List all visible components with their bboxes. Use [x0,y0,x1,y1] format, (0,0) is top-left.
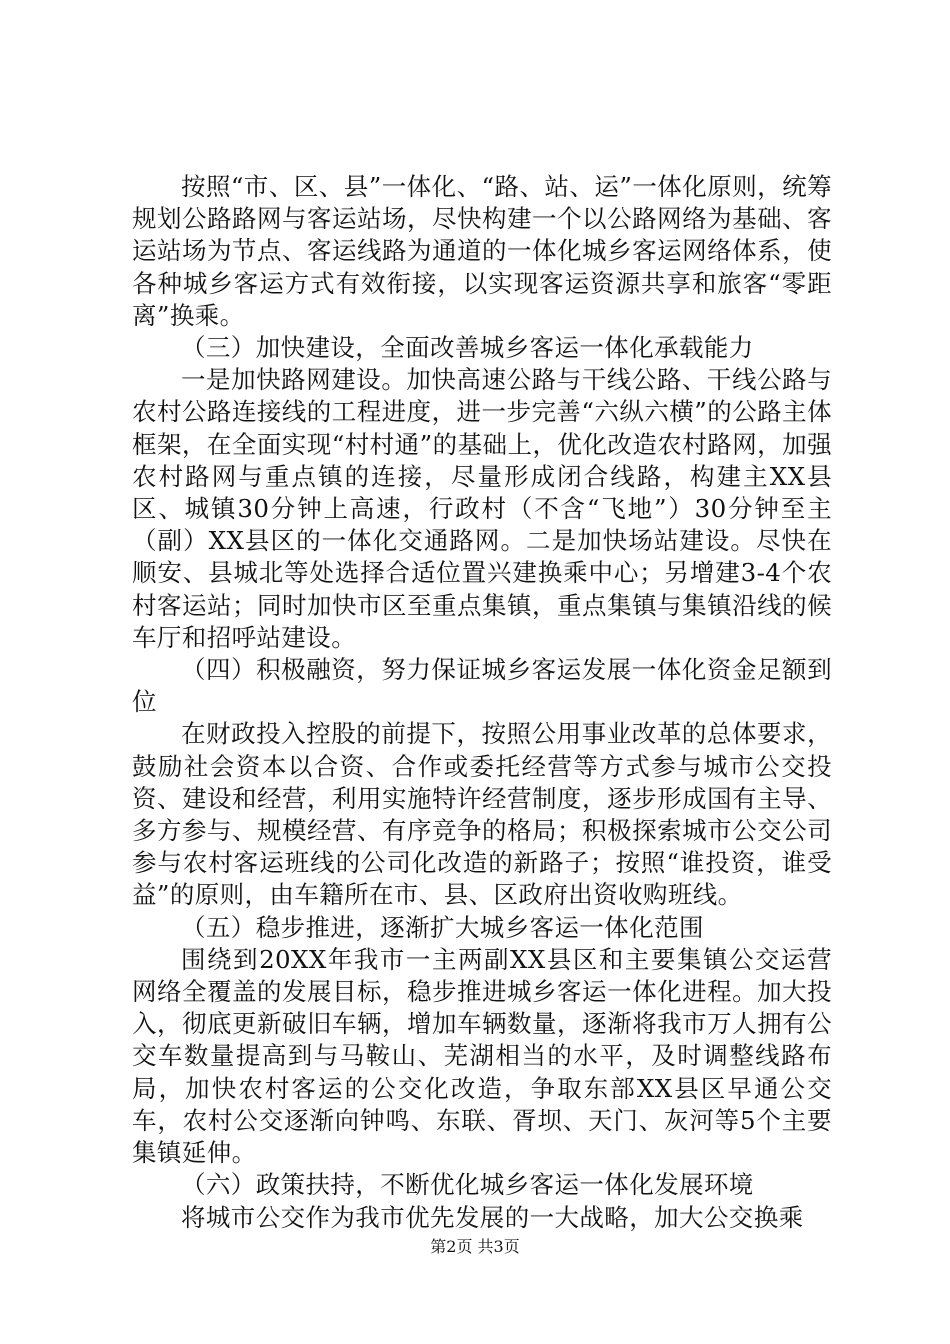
section-heading-3: （三）加快建设，全面改善城乡客运一体化承载能力 [181,333,754,363]
paragraph-road-and-station-construction: 一是加快路网建设。加快高速公路与干线公路、干线公路与农村公路连接线的工程进度，进一步完善“六纵六横”的公路主体框架，在全面实现“村村通”的基础上，优化改造农村路网，加强农村路网与重点镇的连接，尽量形成闭合线路，构建主XX县区、城镇30分钟上高速，行政村（不含“飞地”）30分钟至主（副）XX县区的一体化交通路网。二是加快场站建设。尽快在顺安、县城北等处选择合适位置兴建换乘中心；另增建3-4个农村客运站；同时加快市区至重点集镇，重点集镇与集镇沿线的候车厅和招呼站建设。 [132,365,832,652]
section-heading-4: （四）积极融资，努力保证城乡客运发展一体化资金足额到位 [132,655,832,717]
document-body [132,171,832,1234]
paragraph-policy-support: 将城市公交作为我市优先发展的一大战略，加大公交换乘 [181,1202,804,1232]
section-heading-6: （六）政策扶持，不断优化城乡客运一体化发展环境 [181,1170,754,1200]
paragraph-integration-principle: 按照“市、区、县”一体化、“路、站、运”一体化原则，统筹规划公路路网与客运站场，尽快构建一个以公路网络为基础、客运站场为节点、客运线路为通道的一体化城乡客运网络体系，使各种城乡客运方式有效衔接，以实现客运资源共享和旅客“零距离”换乘。 [132,172,832,330]
paragraph-expansion: 围绕到20XX年我市一主两副XX县区和主要集镇公交运营网络全覆盖的发展目标，稳步推进城乡客运一体化进程。加大投入，彻底更新破旧车辆，增加车辆数量，逐渐将我市万人拥有公交车数量提高到与马鞍山、芜湖相当的水平，及时调整线路布局，加快农村客运的公交化改造，争取东部XX县区早通公交车，农村公交逐渐向钟鸣、东联、胥坝、天门、灰河等5个主要集镇延伸。 [132,944,832,1168]
page-number-footer: 第2页 共3页 [430,1237,520,1256]
paragraph-financing: 在财政投入控股的前提下，按照公用事业改革的总体要求，鼓励社会资本以合资、合作或委托经营等方式参与城市公交投资、建设和经营，利用实施特许经营制度，逐步形成国有主导、多方参与、规模经营、有序竞争的格局；积极探索城市公交公司参与农村客运班线的公司化改造的新路子；按照“谁投资，谁受益”的原则，由车籍所在市、县、区政府出资收购班线。 [132,719,832,910]
section-heading-5: （五）稳步推进，逐渐扩大城乡客运一体化范围 [181,912,704,942]
